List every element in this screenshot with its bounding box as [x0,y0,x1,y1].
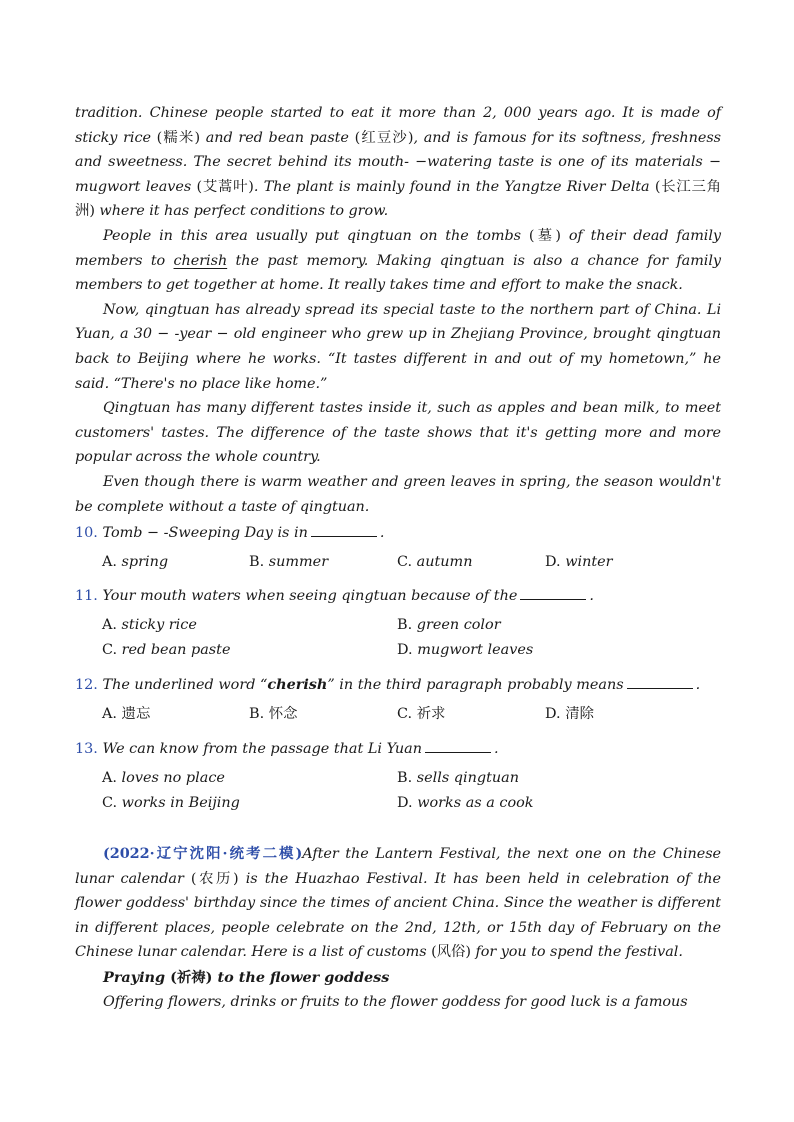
passage-2-intro [75,842,721,965]
option-a[interactable]: A. spring [102,554,169,571]
stem-keyword: cherish [267,676,328,694]
paragraph-1 [75,101,721,224]
text: After the Lantern Festival, the next one on the Chinese lunar calendar [75,846,722,887]
stem-text: . [493,741,499,758]
paragraph-5: Even though there is warm weather and green leaves in spring, the season wouldn't be complete without a taste of qingtuan. [75,473,721,515]
stem-text: ” in the third paragraph probably means [327,677,624,694]
option-b[interactable]: B. sells qingtuan [397,770,519,787]
options-row-1 [102,613,721,638]
text: and red bean paste [200,129,355,146]
option-a[interactable]: A. 遗忘 [102,706,151,723]
gloss: (红豆沙) [354,129,414,146]
option-b[interactable]: B. 怀念 [249,706,298,723]
question-number: 10. [75,525,98,542]
paragraph-2 [75,224,721,298]
answer-blank[interactable] [520,598,586,600]
question-number: 12. [75,677,98,694]
text: tradition. Chinese people started to eat it more than 2, 000 years ago. It is made of sticky rice [75,105,721,146]
option-a[interactable]: A. loves no place [102,770,225,787]
paragraph-3: Now, qingtuan has already spread its special taste to the northern part of China. Li Yuan, a 30 − -year − old engineer who grew up in Zhejiang Province, brought qingtuan back to Beijing where he works. “It tastes different in and out of my hometown,” he said. “There's no place like home.” [75,301,721,392]
stem-text: The underlined word “ [102,677,268,694]
text: People in this area usually put qingtuan on the tombs [103,227,529,244]
option-b[interactable]: B. summer [249,554,329,571]
paragraph-4: Qingtuan has many different tastes inside it, such as apples and bean milk, to meet customers' tastes. The difference of the taste shows that it's getting more and more popular across the whole country. [75,400,721,466]
option-c[interactable]: C. 祈求 [397,706,446,723]
document-body [75,101,721,1015]
gloss: (长江三角洲) [75,178,721,220]
section-heading: Praying (祈祷) to the flower goddess [103,969,390,987]
question-13 [75,738,721,816]
option-c[interactable]: C. works in Beijing [102,795,240,812]
question-number: 11. [75,588,98,605]
option-d[interactable]: D. mugwort leaves [397,642,534,659]
question-12 [75,674,721,727]
gloss: (糯米) [156,129,201,146]
question-11 [75,585,721,663]
text: for you to spend the festival. [470,944,683,961]
stem-text: . [589,588,594,605]
gloss: (风俗) [431,944,471,961]
question-10 [75,522,721,575]
question-stem [75,738,721,760]
stem-text: We can know from the passage that Li Yuan [102,741,422,758]
option-c[interactable]: C. red bean paste [102,642,231,659]
gloss: (墓) [528,227,561,244]
stem-text: Tomb − -Sweeping Day is in [102,525,308,542]
text: . The plant is mainly found in the Yangtze River Delta [253,178,655,195]
text: , and is famous for its softness, freshness and sweetness. The secret behind its mouth- −watering taste is one of its materials − mugwort leaves [75,129,722,195]
question-stem: 12. The underlined word “cherish” in the third paragraph probably means . [75,676,701,694]
option-d[interactable]: D. works as a cook [397,795,534,812]
text: of their dead family members to [75,227,721,269]
option-b[interactable]: B. green color [397,617,501,634]
gloss: (艾蒿叶) [196,178,254,195]
text: is the Huazhao Festival. It has been held in celebration of the flower goddess' birthday since the times of ancient China. Since the weather is different in different places, people celebrate on the 2nd, 12th, or 15th day of February on the Chinese lunar calendar. Here is a list of customs [75,870,721,961]
question-number: 13. [75,741,98,758]
stem-text: . [379,525,385,542]
underlined-word: cherish [173,252,228,269]
answer-blank[interactable] [627,687,693,689]
options-row-2 [102,638,721,663]
options [102,550,721,575]
paragraph-last: Offering flowers, drinks or fruits to the flower goddess for good luck is a famous [103,994,688,1011]
source-tag: (2022·辽宁沈阳·统考二模) [103,845,303,863]
option-d[interactable]: D. winter [545,554,613,571]
answer-blank[interactable] [311,535,377,537]
text: the past memory. Making qingtuan is also a chance for family members to get together at home. It really takes time and effort to make the snack. [75,252,721,294]
text: where it has perfect conditions to grow. [94,203,389,220]
question-stem [75,522,721,544]
options [102,702,721,727]
answer-blank[interactable] [425,751,491,753]
question-stem [75,585,721,607]
option-c[interactable]: C. autumn [397,554,473,571]
option-d[interactable]: D. 清除 [545,706,594,723]
options-row-2 [102,791,721,816]
gloss: (农历) [190,870,239,887]
options-row-1 [102,766,721,791]
stem-text: Your mouth waters when seeing qingtuan because of the [102,588,518,605]
option-a[interactable]: A. sticky rice [102,617,197,634]
